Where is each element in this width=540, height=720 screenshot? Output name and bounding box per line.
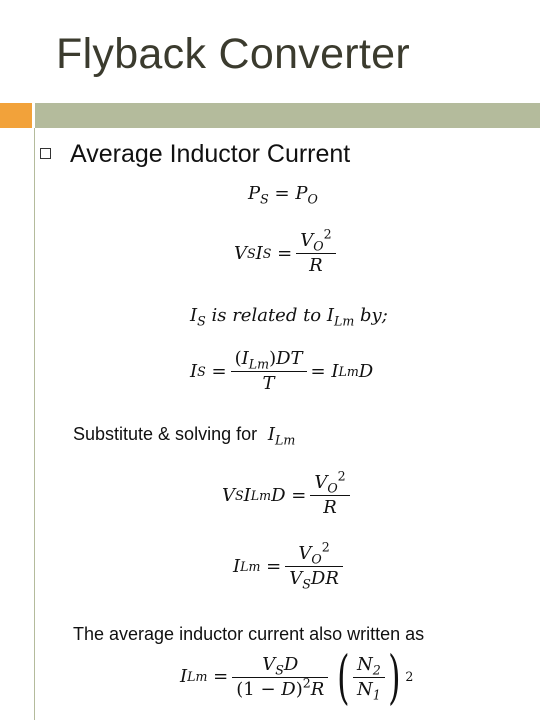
average-current-text: The average inductor current also written as [73, 624, 425, 644]
equation-relation-text: $I_S$ is related to $I_{Lm}$ by; [190, 305, 388, 329]
accent-block-orange [0, 103, 32, 128]
equation-is-ilm: I S = $\frac{(I_{Lm})DT}{T}$ = I Lm D [190, 348, 374, 394]
equation-ilm-solved: I Lm = $\frac{V_O^2}{V_SDR}$ [233, 545, 347, 588]
accent-bar [35, 103, 540, 128]
substitute-text: Substitute & solving for $I_{Lm}$ [73, 424, 296, 448]
hollow-square-icon [40, 148, 51, 159]
equation-vs-is: V S I S = $\frac{V_O^2}{R}$ [234, 232, 340, 275]
equation-vs-ilm-d: V S I Lm D = $\frac{V_O^2}{R}$ [222, 474, 354, 517]
equation-power-balance: $P_S = P_O$ [248, 183, 318, 207]
equation-ilm-turns-ratio: I Lm = $\frac{V_SD}{(1 - D)^2R}$ ( $\frac{N_2}{N_1}$ ) 2 [180, 643, 414, 711]
bullet-heading: Average Inductor Current [70, 140, 351, 168]
accent-divider-line [34, 128, 35, 720]
slide-title: Flyback Converter [56, 30, 410, 78]
